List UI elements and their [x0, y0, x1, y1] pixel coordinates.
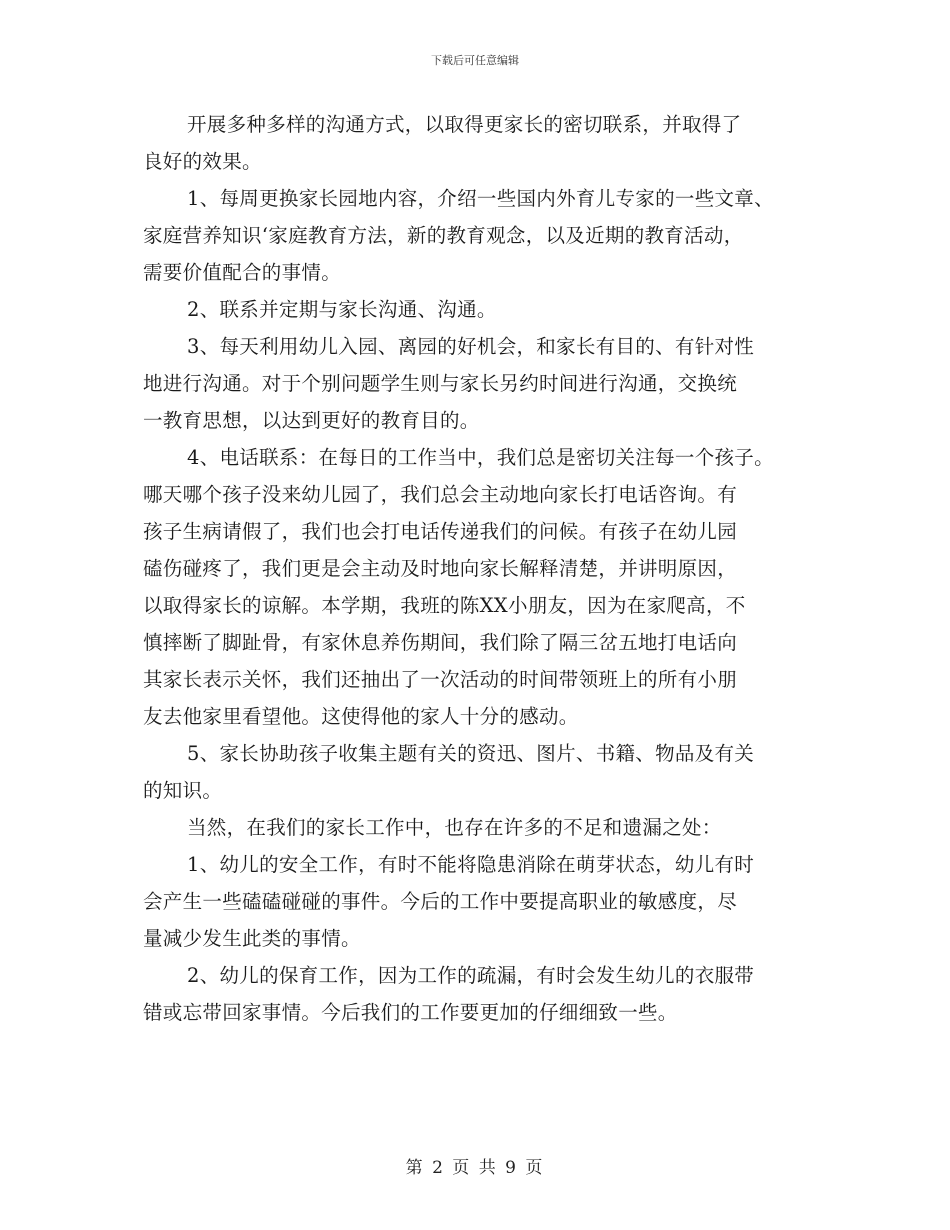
text-line: 磕伤碰疼了，我们更是会主动及时地向家长解释清楚，并讲明原因，	[143, 557, 738, 580]
text-line: 地进行沟通。对于个别问题学生则与家长另约时间进行沟通，交换统	[143, 372, 738, 395]
text-line: 4、电话联系：在每日的工作当中，我们总是密切关注每一个孩子。	[187, 446, 774, 469]
text-line: 2、联系并定期与家长沟通、沟通。	[187, 298, 497, 321]
text-line: 良好的效果。	[143, 150, 262, 173]
text-line: 以取得家长的谅解。本学期，我班的陈XX小朋友，因为在家爬高，不	[143, 594, 746, 617]
text-line: 一教育思想，以达到更好的教育目的。	[143, 409, 480, 432]
text-line: 1、幼儿的安全工作，有时不能将隐患消除在萌芽状态，幼儿有时	[187, 853, 755, 876]
document-body	[143, 106, 823, 1031]
text-line: 当然，在我们的家长工作中，也存在许多的不足和遗漏之处：	[187, 816, 722, 839]
text-line: 3、每天利用幼儿入园、离园的好机会，和家长有目的、有针对性	[187, 335, 755, 358]
text-line: 2、幼儿的保育工作，因为工作的疏漏，有时会发生幼儿的衣服带	[187, 964, 755, 987]
text-line: 需要价值配合的事情。	[143, 261, 342, 284]
text-line: 友去他家里看望他。这使得他的家人十分的感动。	[143, 705, 579, 728]
page-header: 下载后可任意编辑	[431, 54, 519, 67]
text-line: 1、每周更换家长园地内容，介绍一些国内外育儿专家的一些文章、	[187, 187, 774, 210]
text-line: 慎摔断了脚趾骨，有家休息养伤期间，我们除了隔三岔五地打电话向	[143, 631, 738, 654]
text-line: 的知识。	[143, 779, 223, 802]
text-line: 错或忘带回家事情。今后我们的工作要更加的仔细细致一些。	[143, 1001, 678, 1024]
text-line: 5、家长协助孩子收集主题有关的资迅、图片、书籍、物品及有关	[187, 742, 755, 765]
text-line: 孩子生病请假了，我们也会打电话传递我们的问候。有孩子在幼儿园	[143, 520, 738, 543]
text-line: 哪天哪个孩子没来幼儿园了，我们总会主动地向家长打电话咨询。有	[143, 483, 738, 506]
text-line: 开展多种多样的沟通方式，以取得更家长的密切联系，并取得了	[187, 113, 742, 136]
text-line: 其家长表示关怀，我们还抽出了一次活动的时间带领班上的所有小朋	[143, 668, 738, 691]
page-number-footer: 第 2 页 共 9 页	[405, 1158, 545, 1178]
text-line: 家庭营养知识‘家庭教育方法，新的教育观念，以及近期的教育活动，	[143, 224, 744, 247]
text-line: 量减少发生此类的事情。	[143, 927, 361, 950]
text-line: 会产生一些磕磕碰碰的事件。今后的工作中要提高职业的敏感度，尽	[143, 890, 738, 913]
